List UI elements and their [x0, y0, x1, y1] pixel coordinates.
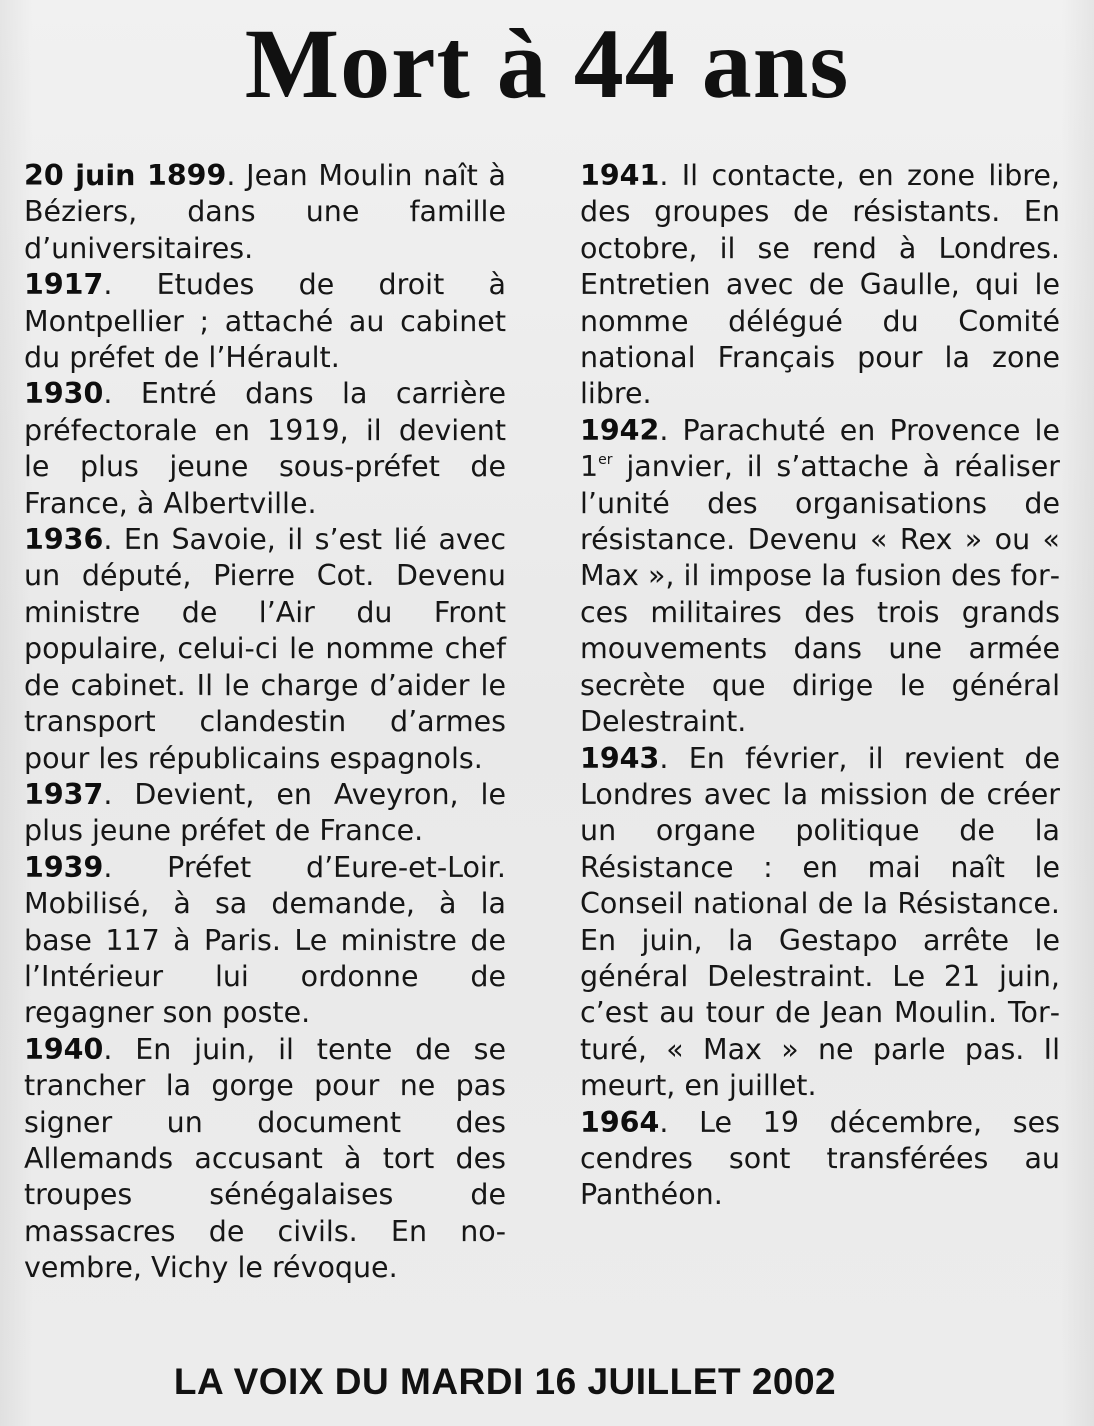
- entry-text-start: . Parachuté en Provence le 1: [580, 413, 1060, 484]
- timeline-entry-1917: [24, 267, 506, 376]
- right-column: [580, 158, 1060, 1214]
- entry-date: 1942: [580, 413, 660, 447]
- entry-text: . Il contacte, en zone libre, des groupes de résistants. En octobre, il se rend à Londres. Entretien avec de Gaulle, qui le nomme délégué du Comité national Français pour la zone libre.: [580, 159, 1060, 411]
- entry-date: 1917: [24, 268, 104, 302]
- timeline-entry-1943: [580, 741, 1060, 1105]
- entry-text: . Préfet d’Eure-et-Loir. Mobilisé, à sa demande, à la base 117 à Paris. Le ministre de l’Intérieur lui ordonne de regagner son poste.: [24, 850, 506, 1030]
- entry-text: . Etudes de droit à Montpellier ; attaché au cabinet du préfet de l’Hérault.: [24, 268, 506, 375]
- timeline-entry-1940: [24, 1032, 506, 1287]
- entry-date: 1943: [580, 741, 660, 775]
- timeline-entry-1964: [580, 1105, 1060, 1214]
- left-column: [24, 158, 506, 1287]
- ordinal-superscript: er: [598, 452, 613, 469]
- entry-date: 1937: [24, 777, 104, 811]
- entry-date: 1941: [580, 159, 660, 192]
- article-title: Mort à 44 ans: [244, 8, 850, 119]
- entry-text: . Devient, en Aveyron, le plus jeune préfet de France.: [24, 777, 506, 848]
- timeline-entry-1936: [24, 522, 506, 777]
- entry-text: . En Savoie, il s’est lié avec un député, Pierre Cot. Devenu ministre de l’Air du Front populaire, celui-ci le nomme chef de cabinet. Il le charge d’aider le transport clandestin d’armes pour les républicains espagnols.: [24, 523, 506, 775]
- entry-text: . Jean Moulin naît à Béziers, dans une famille d’universitaires.: [24, 159, 506, 265]
- entry-date: 1940: [24, 1032, 104, 1066]
- entry-text: janvier, il s’attache à réaliser l’unité des organisations de résistance. Devenu « Rex » ou « Max », il impose la fusion des forces militaires des trois grands mouvements dans une armée secrète que dirige le général Delestraint.: [580, 450, 1060, 739]
- timeline-entry-1942: [580, 413, 1060, 741]
- timeline-entry-1941: [580, 158, 1060, 413]
- entry-text: . Entré dans la carrière préfectorale en 1919, il devient le plus jeune sous-préfet de France, à Albertville.: [24, 377, 506, 520]
- entry-date: 20 juin 1899: [24, 159, 227, 192]
- entry-text: . Le 19 décembre, ses cendres sont transférées au Panthéon.: [580, 1105, 1060, 1212]
- entry-text: . En février, il revient de Londres avec la mission de créer un organe politique de la Résistance : en mai naît le Conseil national de la Résistance. En juin, la Gestapo arrête le général Delestraint. Le 21 juin, c’est au tour de Jean Moulin. Torturé, « Max » ne parle pas. Il meurt, en juillet.: [580, 741, 1060, 1103]
- entry-date: 1930: [24, 377, 104, 411]
- entry-date: 1936: [24, 523, 104, 557]
- timeline-entry-1939: [24, 850, 506, 1032]
- entry-date: 1939: [24, 850, 104, 884]
- timeline-entry-1930: [24, 376, 506, 522]
- source-credit: LA VOIX DU MARDI 16 JUILLET 2002: [173, 1361, 837, 1402]
- timeline-entry-1899: [24, 158, 506, 267]
- timeline-entry-1937: [24, 777, 506, 850]
- entry-text: . En juin, il tente de se trancher la gorge pour ne pas signer un document des Allemands accusant à tort des troupes sénégalaises de massacres de civils. En novembre, Vichy le révoque.: [24, 1032, 506, 1285]
- entry-date: 1964: [580, 1105, 660, 1139]
